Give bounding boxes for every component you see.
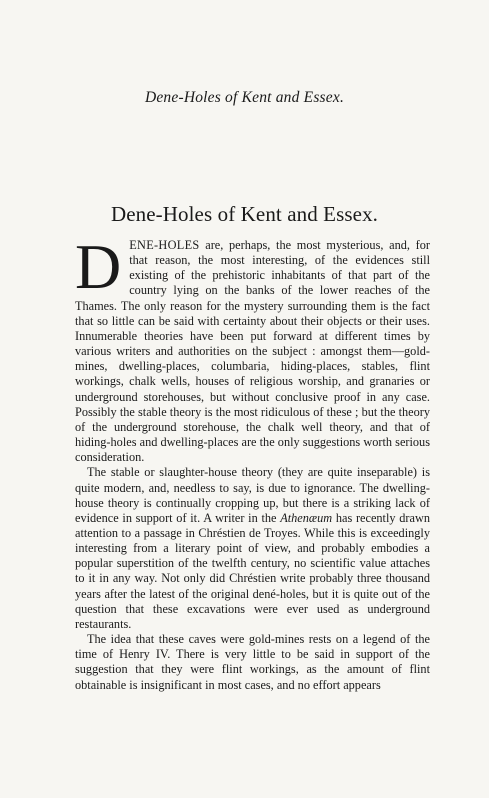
- paragraph-1-text: are, perhaps, the most mysterious, and, for that reason, the most interesting, of the evidences still existing of the prehistoric inhabitants of that part of the country lying on the banks of the lower reaches of the Thames. The only reason for the mystery surrounding them is the fact that so little can be said with certainty about their objects or their uses. Innumerable theories have been put forward at different times by various writers and authorities on the subject : amongst them—gold-mines, dwelling-places, columbaria, hiding-places, stables, flint workings, chalk wells, houses of religious worship, and granaries or underground storehouses, but without conclusive proof in any case. Possibly the stable theory is the most ridiculous of these ; but the theory of the underground storehouse, the chalk well theory, and that of hiding-holes and dwelling-places are the only suggestions worth serious consideration.: [75, 238, 430, 465]
- paragraph-1: [75, 231, 430, 465]
- paragraph-2: [75, 465, 430, 632]
- body-text: [75, 231, 430, 693]
- chapter-title: Dene-Holes of Kent and Essex.: [110, 202, 379, 226]
- paragraph-3: [75, 632, 430, 693]
- drop-cap: D: [75, 231, 122, 302]
- journal-name: Athenæum: [280, 510, 333, 525]
- running-title: Dene-Holes of Kent and Essex.: [144, 89, 345, 106]
- lead-word: ENE-HOLES: [129, 238, 200, 252]
- paragraph-3-text: The idea that these caves were gold-mines rests on a legend of the time of Henry IV. There is very little to be said in support of the suggestion that they were flint workings, as the amount of flint obtainable is insignificant in most cases, and no effort appears: [75, 632, 430, 692]
- paragraph-2-text-after: has recently drawn attention to a passage in Chréstien de Troyes. While this is exceedingly interesting from a literary point of view, and probably embodies a popular superstition of the twelfth century, no scientific value attaches to it in any way. Not only did Chréstien write probably three thousand years after the latest of the original dené-holes, but it is quite out of the question that these excavations were ever used as underground restaurants.: [75, 510, 430, 631]
- paragraph-2-text-before: The stable or slaughter-house theory (they are quite inseparable) is quite modern, and, needless to say, is due to ignorance. The dwelling-house theory is continually cropping up, but there is a striking lack of evidence in support of it. A writer in the: [75, 465, 430, 525]
